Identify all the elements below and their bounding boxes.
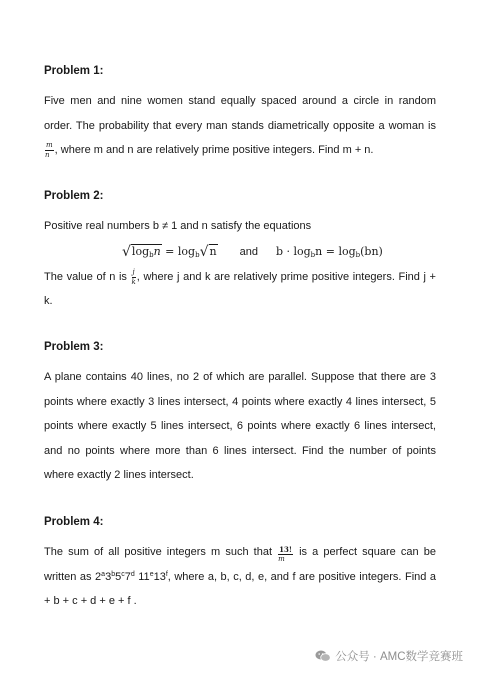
radical-sign: √ [199,243,209,260]
problem-4-text-part3: , where a, b, c, d, e, and f are positive integers. Find a + b + c + d + e + f . [44,570,436,607]
fraction-j-over-k [132,269,136,286]
fraction-m-over-n [45,142,54,159]
problem-4-text [44,540,436,614]
problem-4-title: Problem 4: [44,516,104,528]
exponent-e: e [149,570,154,578]
radical-sign: √ [122,243,131,260]
problem-3 [44,340,436,488]
exponent-d: d [130,570,135,578]
exponent-c: c [121,570,125,578]
exponent-b: b [111,570,116,578]
fraction-numerator: m [46,141,53,149]
log-base: b [195,250,200,259]
problem-2-text-part1: The value of n is [44,270,131,283]
log-base: b [310,250,316,259]
problem-2-title: Problem 2: [44,190,104,202]
log-text: log [131,244,150,258]
problem-2-intro: Positive real numbers b ≠ 1 and n satisfy the equations [44,220,312,232]
problem-1-text [44,89,436,163]
problem-1-text-part2: , where m and n are relatively prime positive integers. Find m + n. [54,144,374,156]
base-7: 7 [124,570,131,583]
radicand [131,244,162,258]
problem-1 [44,64,436,163]
exponent-f: f [165,570,168,578]
base-5: 5 [115,570,122,583]
problem-2-text [44,265,436,314]
problem-2 [44,189,436,314]
exponent-a: a [101,570,106,578]
fraction-denominator: n [45,151,50,159]
log-base: b [355,250,361,259]
problem-2-equations [44,239,436,265]
log-argument: n [153,244,161,258]
fraction-13-factorial-over-m [278,546,293,563]
log-base: b [149,250,154,259]
fraction-denominator: m [278,555,285,563]
problem-4-text-part1: The sum of all positive integers m such that [44,546,278,558]
base-11: 11 [134,570,150,583]
equation-2-rhs: (bn) [360,244,383,258]
base-13: 13 [153,570,166,583]
problem-4-text-part2: is a perfect square can be written as 2 [44,546,436,583]
watermark-text: 公众号 · AMC数学竞赛班 [335,651,463,663]
fraction-numerator: j [132,267,135,276]
problem-2-text-part2: , where j and k are relatively prime positive integers. Find j + k. [44,270,436,307]
watermark [315,648,463,664]
fraction-numerator: 13! [279,545,292,554]
problem-1-title: Problem 1: [44,65,104,77]
problem-4 [44,515,436,614]
equation-1-rhs: = log [161,244,196,258]
sqrt-expression [200,239,218,265]
and-connector: and [239,245,258,258]
base-3: 3 [105,570,112,583]
problem-3-text: A plane contains 40 lines, no 2 of which are parallel. Suppose that there are 3 points where exactly 3 lines intersect, 4 points where exactly 4 lines intersect, 5 points where exactly 5 lines intersect, 6 points where exactly 6 lines intersect, and no points where more than 6 lines intersect. Find the number of points where exactly 2 lines intersect. [44,371,436,481]
problem-1-text-part1: Five men and nine women stand equally spaced around a circle in random order. The probability that every man stands diametrically opposite a woman is [44,95,436,132]
wechat-icon [315,650,331,662]
equation-2-middle: n = log [315,244,356,258]
radicand: n [209,244,217,258]
fraction-denominator: k [131,277,136,286]
problem-3-title: Problem 3: [44,341,104,353]
equation-2-lhs: b · log [275,244,311,258]
sqrt-expression [122,239,162,265]
